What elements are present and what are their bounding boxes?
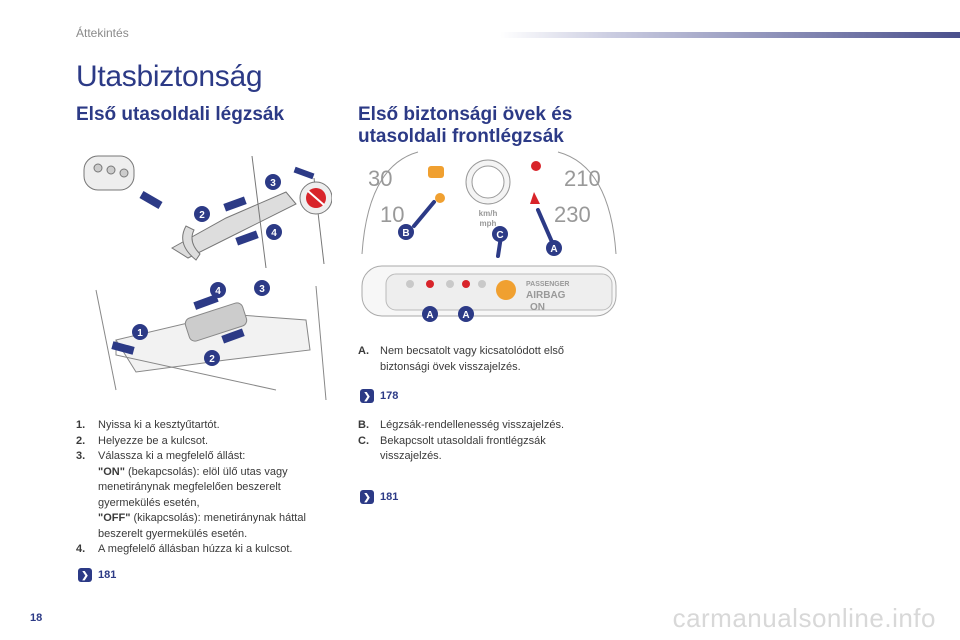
page-reference-link[interactable]: ❯ 181 xyxy=(78,568,116,582)
panel-airbag: AIRBAG xyxy=(526,290,566,301)
page-number: 18 xyxy=(30,612,43,624)
callout-a: A xyxy=(550,244,558,255)
callout-c: C xyxy=(496,230,504,241)
list-item: 3. Válassza ki a megfelelő állást: xyxy=(76,450,246,462)
section-header: Áttekintés xyxy=(76,26,129,40)
list-item: 2. Helyezze be a kulcsot. xyxy=(76,434,209,447)
header-gradient-bar xyxy=(500,32,960,38)
list-item: 1. Nyissa ki a kesztyűtartót. xyxy=(76,419,220,431)
speed-10: 10 xyxy=(380,202,405,227)
reference-arrow-icon: ❯ xyxy=(360,389,374,403)
glovebox-illustration xyxy=(76,280,332,404)
on-option-line2: menetiránynak megfelelően beszerelt xyxy=(98,481,281,493)
right-heading-line1: Első biztonsági övek és xyxy=(358,104,573,125)
speed-210: 210 xyxy=(564,166,601,191)
panel-on: ON xyxy=(530,302,545,313)
right-section-heading xyxy=(358,104,618,148)
instruction-list xyxy=(76,418,336,558)
reference-arrow-icon: ❯ xyxy=(78,568,92,582)
on-option: "ON" (bekapcsolás): elöl ülő utas vagy xyxy=(98,465,288,478)
illus2-step-2: 2 xyxy=(209,354,215,365)
legend-c-label: C. xyxy=(358,434,369,447)
watermark: carmanualsonline.info xyxy=(672,603,936,633)
legend-a: A. Nem becsatolt vagy kicsatolódott első biztonsági övek visszajelzés. xyxy=(358,345,565,373)
unit-kmh: km/h xyxy=(478,209,498,218)
panel-callout-a1: A xyxy=(426,310,434,321)
callout-b: B xyxy=(402,228,410,239)
legend-bc: B. Légzsák-rendellenesség visszajelzés. C. Bekapcsolt utasoldali frontlégzsák visszajelzés. xyxy=(358,419,565,462)
page-title: Utasbiztonság xyxy=(76,60,263,93)
left-section-heading: Első utasoldali légzsák xyxy=(76,104,285,125)
key-switch-illustration xyxy=(76,148,332,272)
right-heading-line2: utasoldali frontlégzsák xyxy=(358,126,564,147)
page-reference-link[interactable]: ❯ 178 xyxy=(360,389,398,403)
unit-mph: mph xyxy=(479,219,497,228)
speed-230: 230 xyxy=(554,202,591,227)
illus-step-3: 3 xyxy=(270,178,276,189)
illus2-step-3: 3 xyxy=(259,284,265,295)
legend-a-label: A. xyxy=(358,345,369,357)
panel-callout-a2: A xyxy=(462,310,470,321)
page-reference-link[interactable]: ❯ 181 xyxy=(360,490,398,504)
airbag-panel-illustration xyxy=(358,260,620,324)
speed-30: 30 xyxy=(368,166,393,191)
illus-step-2: 2 xyxy=(199,210,205,221)
list-item: 4. A megfelelő állásban húzza ki a kulcsot. xyxy=(76,543,293,555)
off-option: "OFF" (kikapcsolás): menetiránynak háttal xyxy=(98,512,306,524)
illus2-step-1: 1 xyxy=(137,328,143,339)
speedometer-illustration xyxy=(358,146,620,264)
legend-b-label: B. xyxy=(358,419,369,431)
illus2-step-4: 4 xyxy=(215,286,221,297)
reference-arrow-icon: ❯ xyxy=(360,490,374,504)
panel-passenger: PASSENGER xyxy=(526,281,570,288)
on-option-line3: gyermekülés esetén, xyxy=(98,496,200,509)
off-option-line2: beszerelt gyermekülés esetén. xyxy=(98,527,248,540)
illus-step-4: 4 xyxy=(271,228,277,239)
